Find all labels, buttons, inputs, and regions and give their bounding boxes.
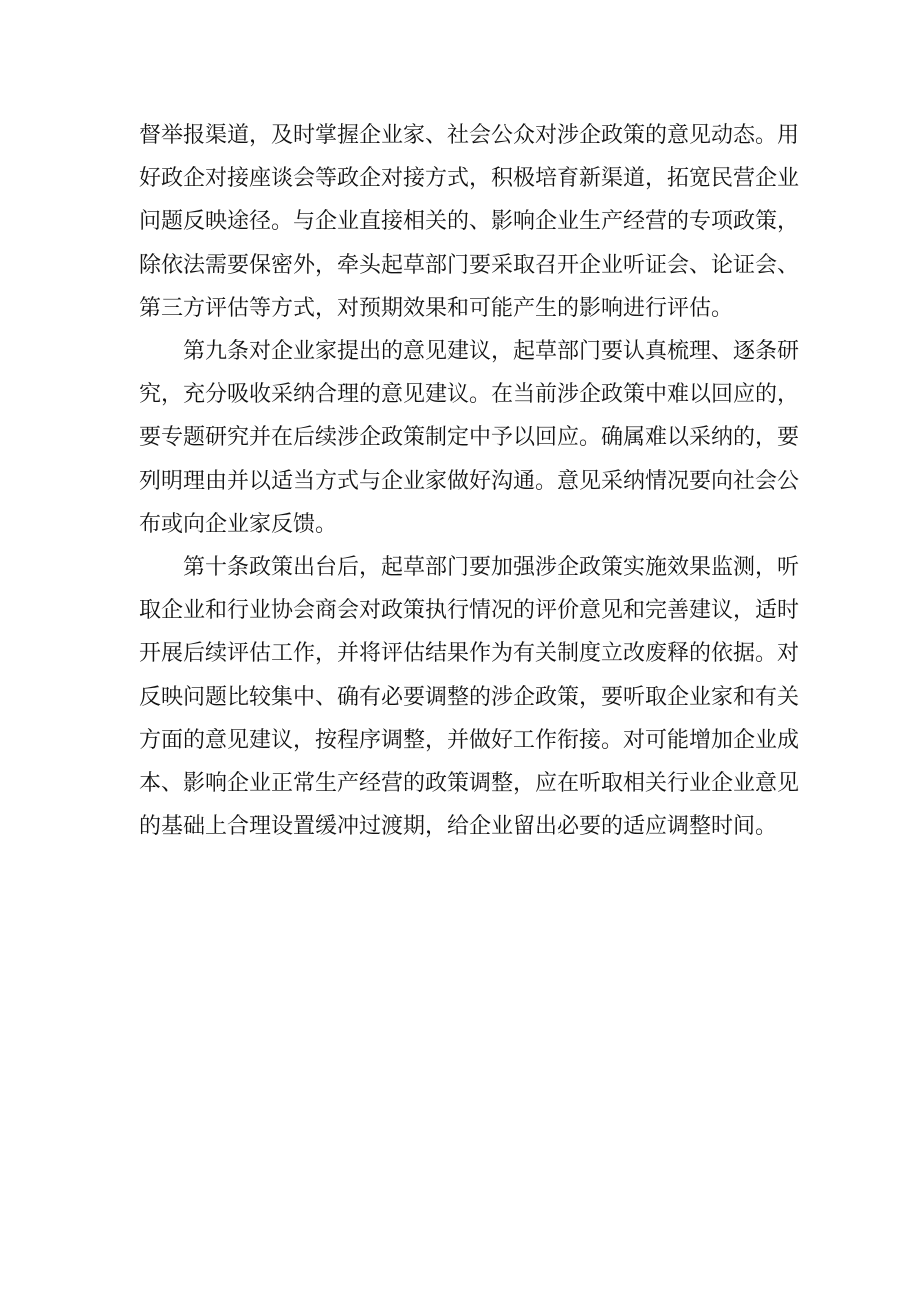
document-body — [139, 114, 799, 848]
paragraph-article-9: 第九条对企业家提出的意见建议，起草部门要认真梳理、逐条研究，充分吸收采纳合理的意见建议。在当前涉企政策中难以回应的，要专题研究并在后续涉企政策制定中予以回应。确属难以采纳的，要列明理由并以适当方式与企业家做好沟通。意见采纳情况要向社会公布或向企业家反馈。 — [139, 339, 800, 537]
paragraph-continuation: 督举报渠道，及时掌握企业家、社会公众对涉企政策的意见动态。用好政企对接座谈会等政企对接方式，积极培育新渠道，拓宽民营企业问题反映途径。与企业直接相关的、影响企业生产经营的专项政策，除依法需要保密外，牵头起草部门要采取召开企业听证会、论证会、第三方评估等方式，对预期效果和可能产生的影响进行评估。 — [139, 123, 800, 321]
paragraph-article-10: 第十条政策出台后，起草部门要加强涉企政策实施效果监测，听取企业和行业协会商会对政策执行情况的评价意见和完善建议，适时开展后续评估工作，并将评估结果作为有关制度立改废释的依据。对反映问题比较集中、确有必要调整的涉企政策，要听取企业家和有关方面的意见建议，按程序调整，并做好工作衔接。对可能增加企业成本、影响企业正常生产经营的政策调整，应在听取相关行业企业意见的基础上合理设置缓冲过渡期，给企业留出必要的适应调整时间。 — [139, 555, 800, 840]
